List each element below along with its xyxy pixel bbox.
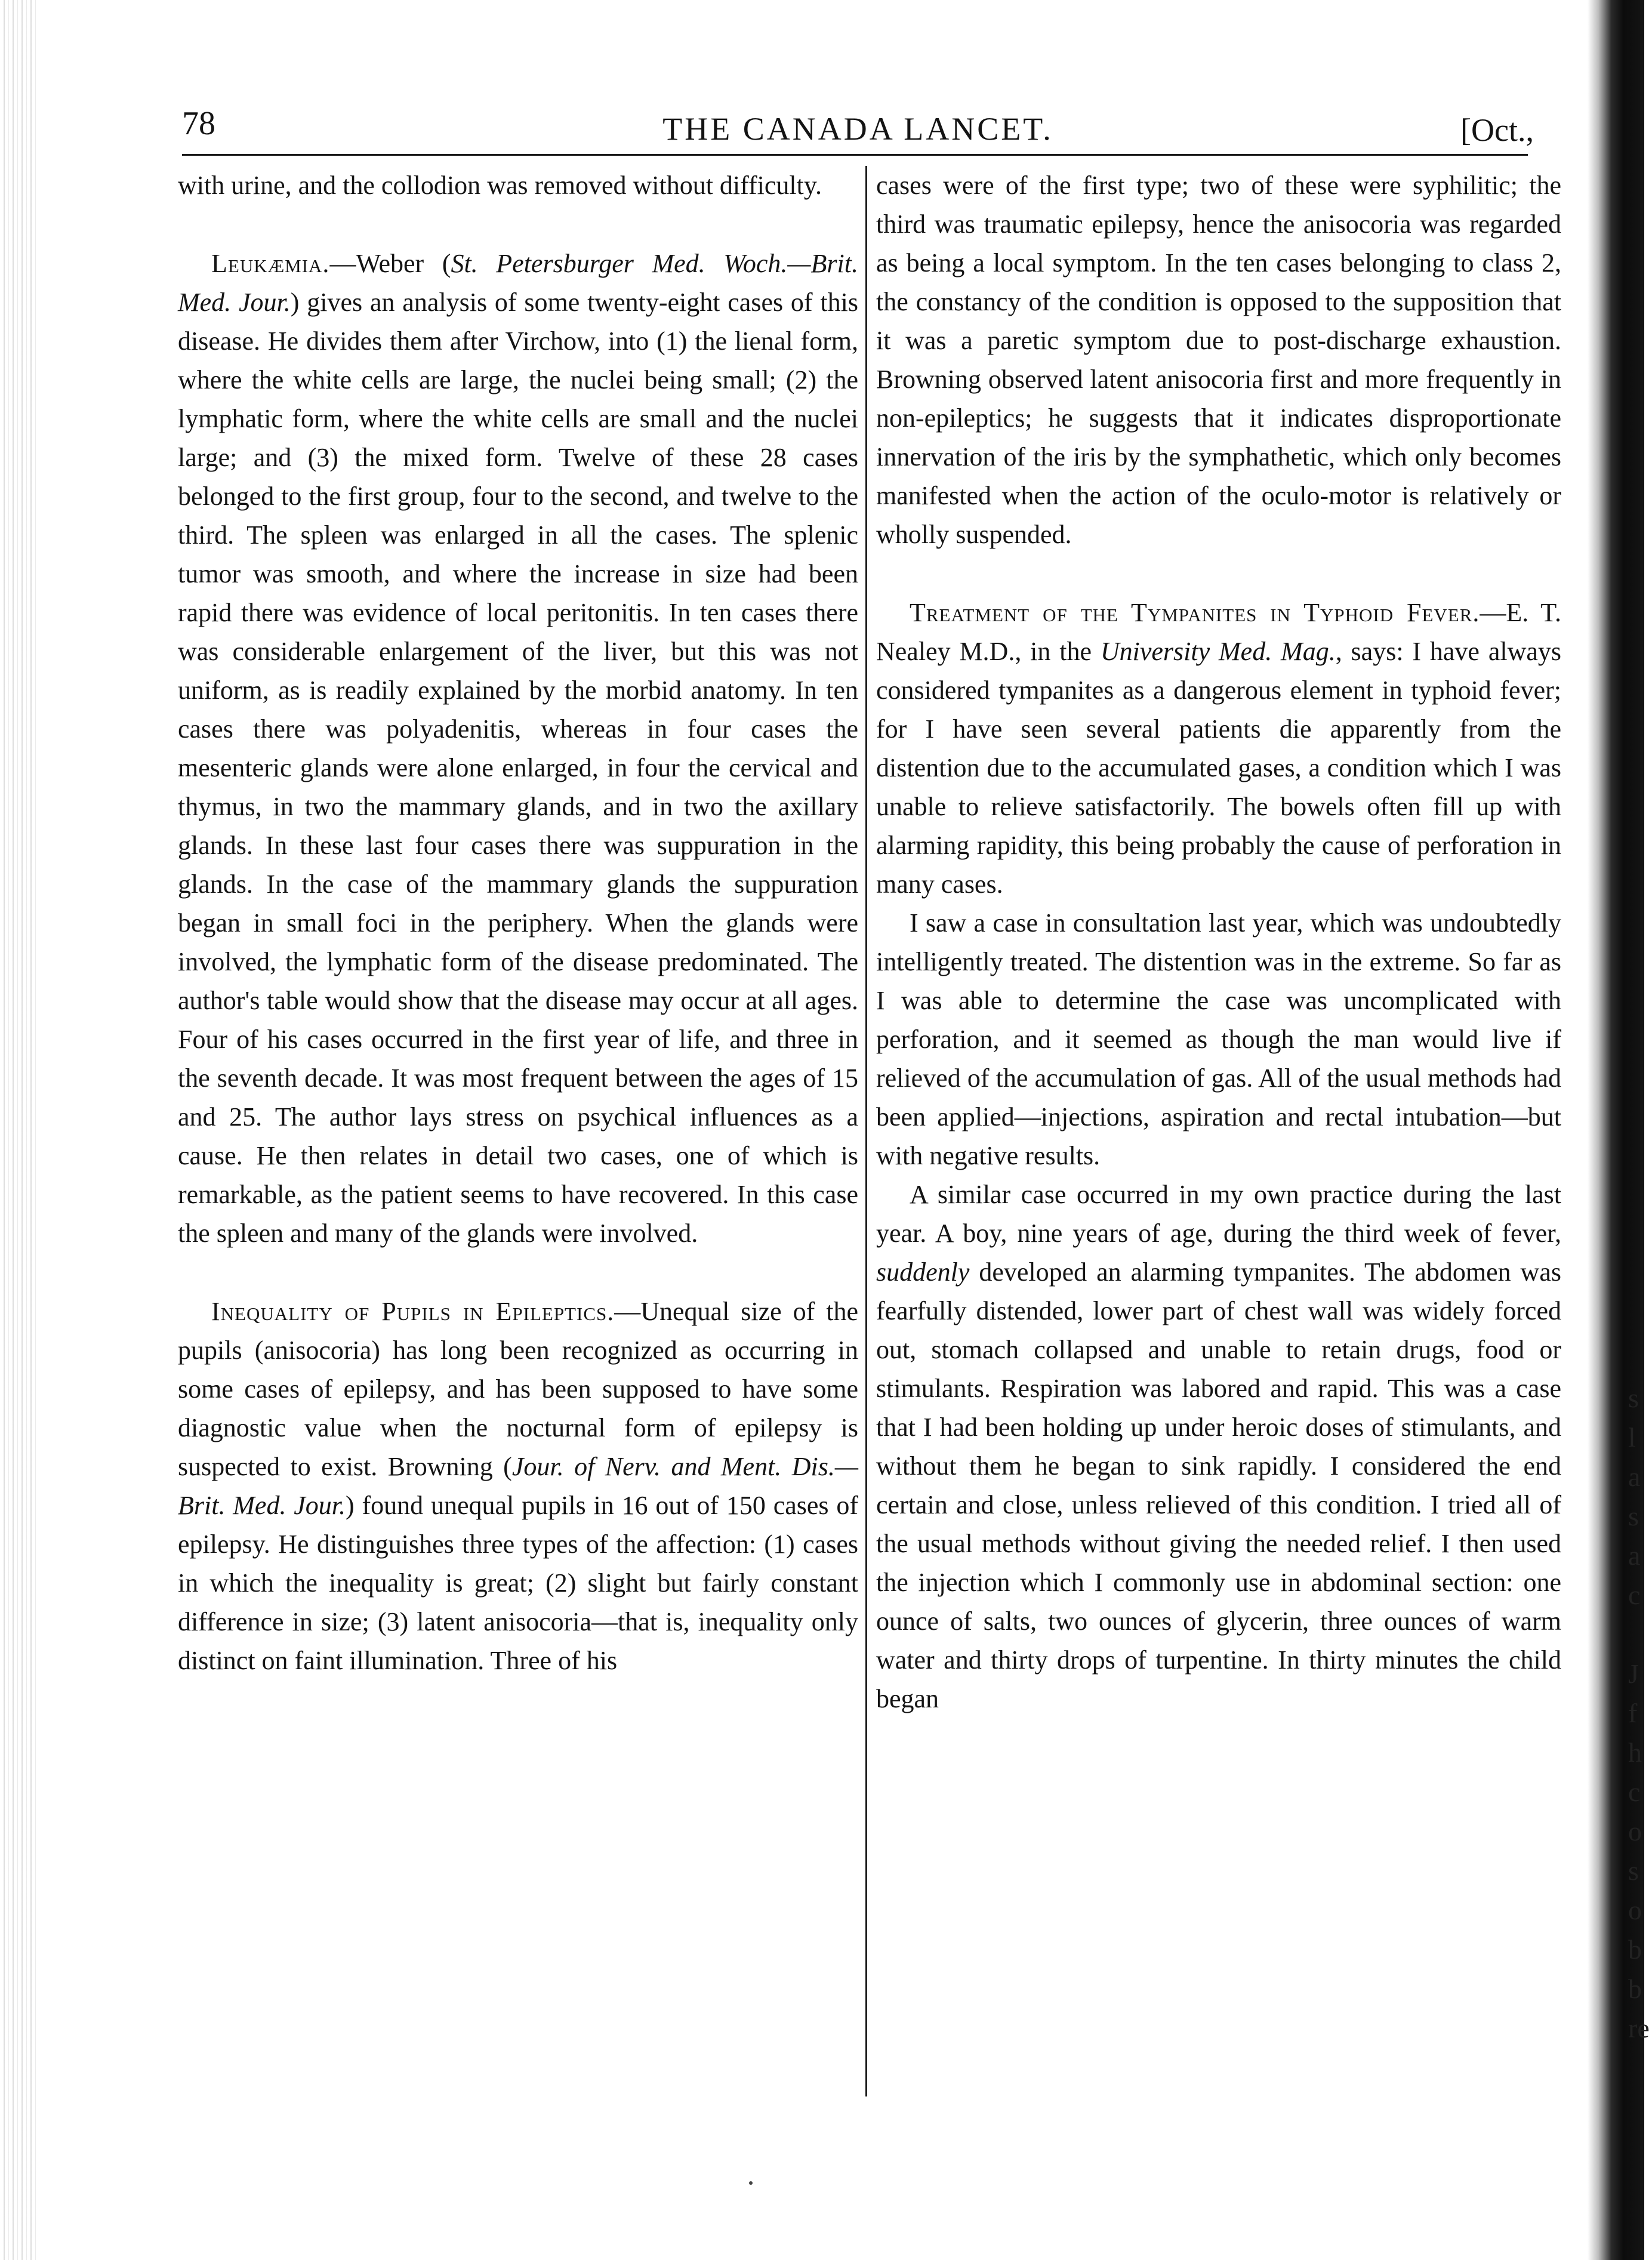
right-column <box>876 166 1561 1718</box>
article-heading: Leukæmia. <box>211 249 330 278</box>
continuation-paragraph: with urine, and the collodion was removed without difficulty. <box>178 171 822 200</box>
scan-edge-artifact <box>0 0 36 2260</box>
pupils-article: Inequality of Pupils in Epileptics.—Unequal size of the pupils (anisocoria) has long been recognized as occurring in some cases of epilepsy, and has been supposed to have some diagnostic value when the nocturnal form of epilepsy is suspected to exist. Browning (Jour. of Nerv. and Ment. Dis.—Brit. Med. Jour.) found unequal pupils in 16 out of 150 cases of epilepsy. He distinguishes three types of the affection: (1) cases in which the inequality is great; (2) slight but fairly constant difference in size; (3) latent anisocoria—that is, inequality only distinct on faint illumination. Three of his <box>178 1297 859 1675</box>
citation: University Med. Mag. <box>1100 637 1336 666</box>
fragment-letter: l <box>1628 1422 1636 1453</box>
citation: St. Petersburger Med. Woch.—Brit. Med. Jour. <box>178 249 858 317</box>
issue-month: [Oct., <box>1460 112 1534 148</box>
fragment-letter: s <box>1628 1855 1639 1886</box>
fragment-letter: c <box>1628 1580 1641 1610</box>
fragment-letter: re <box>1628 2013 1650 2043</box>
fragment-letter: o <box>1628 1816 1642 1846</box>
ink-speck <box>749 2181 753 2185</box>
column-rule <box>865 166 867 2096</box>
article-heading: Inequality of Pupils in Epileptics. <box>211 1297 615 1326</box>
fragment-letter: o <box>1628 1895 1642 1925</box>
header-rule <box>182 154 1528 156</box>
leukaemia-article: Leukæmia.—Weber (St. Petersburger Med. Woch.—Brit. Med. Jour.) gives an analysis of some twenty-eight cases of this disease. He divides them after Virchow, into (1) the lienal form, where the white cells are large, the nuclei being small; (2) the lymphatic form, where the white cells are small and the nuclei large; and (3) the mixed form. Twelve of these 28 cases belonged to the first group, four to the second, and twelve to the third. The spleen was enlarged in all the cases. The splenic tumor was smooth, and where the increase in size had been rapid there was evidence of local peritonitis. In ten cases there was considerable enlargement of the liver, but this was not uniform, as is readily explained by the morbid anatomy. In ten cases there was polyadenitis, whereas in four cases the mesenteric glands were alone enlarged, in four the cervical and thymus, in two the mammary glands, and in two the axillary glands. In these last four cases there was suppuration in the glands. In the case of the mammary glands the suppuration began in small foci in the periphery. When the glands were involved, the lymphatic form of the disease predominated. The author's table would show that the disease may occur at all ages. Four of his cases occurred in the first year of life, and three in the seventh decade. It was most frequent between the ages of 15 and 25. The author lays stress on psychical influences as a cause. He then relates in detail two cases, one of which is remarkable, as the patient seems to have recovered. In this case the spleen and many of the glands were involved. <box>178 249 858 1248</box>
fragment-letter: b <box>1628 1934 1642 1965</box>
continuation-paragraph: cases were of the first type; two of these were syphilitic; the third was traumatic epilepsy, hence the anisocoria was regarded as being a local symptom. In the ten cases belonging to class 2, the constancy of the condition is opposed to the supposition that it was a paretic symptom due to post-discharge exhaustion. Browning observed latent anisocoria first and more frequently in non-epileptics; he suggests that it indicates disproportionate innervation of the iris by the symphathetic, which only becomes manifested when the action of the oculo-motor is relatively or wholly suspended. <box>876 171 1561 549</box>
citation: Jour. of Nerv. and Ment. Dis.—Brit. Med. Jour. <box>178 1452 858 1520</box>
fragment-letter: s <box>1628 1383 1639 1413</box>
fragment-letter: b <box>1628 1974 1642 2004</box>
article-heading: Treatment of the Tympanites in Typhoid Fever. <box>910 598 1480 627</box>
left-column <box>178 166 858 1680</box>
adjacent-page-fragment <box>1628 1379 1652 2048</box>
tympanites-article: Treatment of the Tympanites in Typhoid Fever.—E. T. Nealey M.D., in the University Med. Mag., says: I have always considered tympanites as a dangerous element in typhoid fever; for I have seen several patients die apparently from the distention due to the accumulated gases, a condition which I was unable to relieve satisfactorily. The bowels often fill up with alarming rapidity, this being probably the cause of perforation in many cases. <box>876 598 1561 899</box>
fragment-letter: s <box>1628 1501 1639 1531</box>
running-header <box>182 104 1534 152</box>
journal-title: THE CANADA LANCET. <box>662 111 1053 147</box>
article-paragraph: I saw a case in consultation last year, which was undoubtedly intelligently treated. The distention was in the extreme. So far as I was able to determine the case was uncomplicated with perforation, and it seemed as though the man would live if relieved of the accumulation of gas. All of the usual methods had been applied—injections, aspiration and rectal intubation—but with negative results. <box>876 908 1561 1170</box>
fragment-letter: h <box>1628 1737 1642 1768</box>
fragment-letter: a <box>1628 1540 1641 1571</box>
fragment-letter: c <box>1628 1777 1641 1807</box>
fragment-letter: a <box>1628 1462 1641 1492</box>
article-paragraph: A similar case occurred in my own practice during the last year. A boy, nine years of age, during the third week of fever, suddenly developed an alarming tympanites. The abdomen was fearfully distended, lower part of chest wall was widely forced out, stomach collapsed and unable to retain drugs, food or stimulants. Respiration was labored and rapid. This was a case that I had been holding up under heroic doses of stimulants, and without them he began to sink rapidly. I considered the end certain and close, unless relieved of this condition. I tried all of the usual methods without giving the needed relief. I then used the injection which I commonly use in abdominal section: one ounce of salts, two ounces of glycerin, three ounces of warm water and thirty drops of turpentine. In thirty minutes the child began <box>876 1180 1561 1713</box>
fragment-letter: J <box>1628 1658 1639 1689</box>
page-number: 78 <box>182 105 215 142</box>
fragment-letter <box>1628 1615 1652 1654</box>
fragment-letter: f <box>1628 1698 1638 1728</box>
